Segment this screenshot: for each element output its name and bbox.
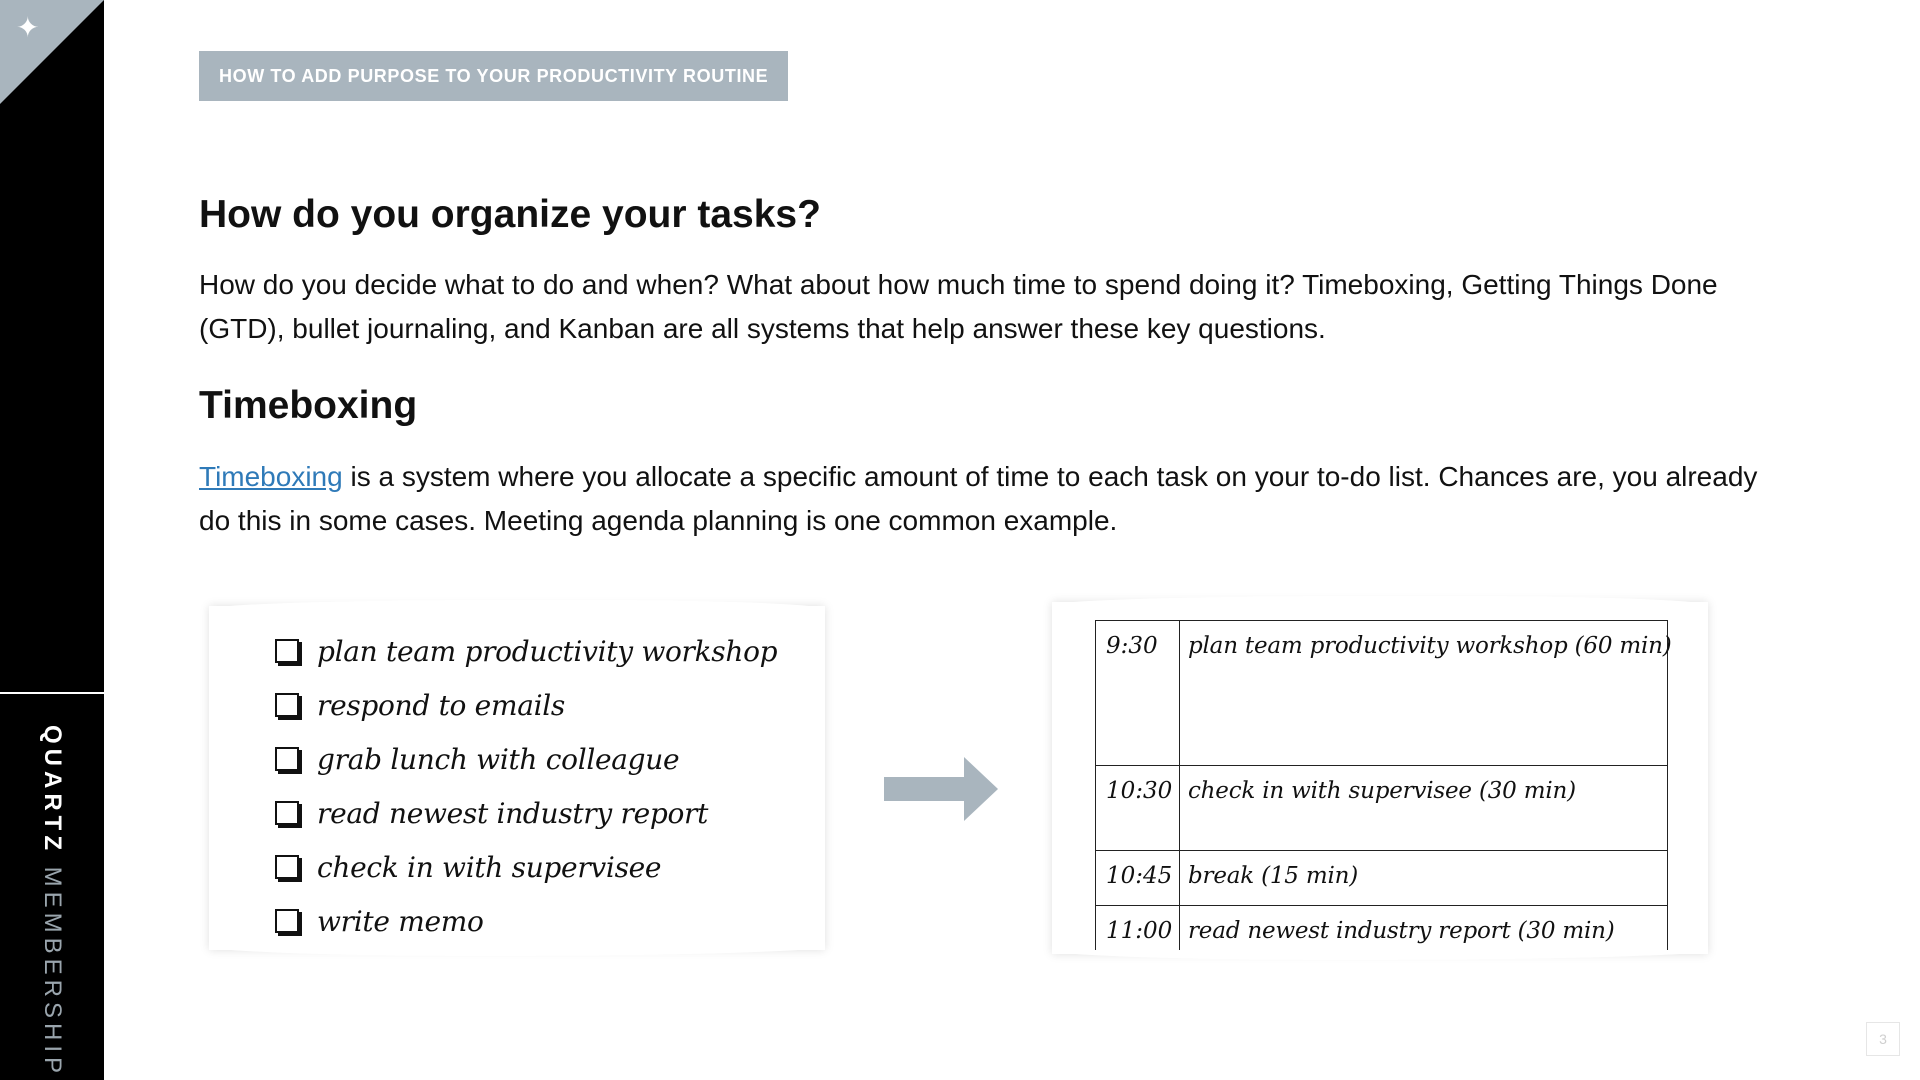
schedule-row xyxy=(1096,906,1667,955)
paragraph-timeboxing xyxy=(199,455,1779,543)
schedule-task: break (15 min) xyxy=(1188,863,1358,889)
todo-item-text: check in with supervisee xyxy=(317,850,662,884)
todo-item xyxy=(275,732,777,786)
schedule-task: plan team productivity workshop (60 min) xyxy=(1188,633,1672,659)
schedule-table xyxy=(1095,620,1672,954)
todo-item-text: read newest industry report xyxy=(317,796,709,830)
schedule-task: check in with supervisee (30 min) xyxy=(1188,778,1576,804)
sidebar xyxy=(0,0,104,1080)
schedule-time: 10:45 xyxy=(1096,851,1180,905)
brand-wordmark xyxy=(37,725,67,1078)
checkbox-icon xyxy=(275,855,299,879)
schedule-time: 11:00 xyxy=(1096,906,1180,955)
todo-item-text: respond to emails xyxy=(317,688,565,722)
todo-item xyxy=(275,678,777,732)
heading-timeboxing: Timeboxing xyxy=(199,384,418,427)
schedule-row xyxy=(1096,851,1667,906)
todo-item-text: plan team productivity workshop xyxy=(317,634,778,668)
paragraph-timeboxing-text: is a system where you allocate a specific amount of time to each task on your to-do list. Chances are, you already do this in some cases. Meeting agenda planning is one common example. xyxy=(199,461,1758,536)
todo-item xyxy=(275,624,777,678)
heading-organize-tasks: How do you organize your tasks? xyxy=(199,193,821,236)
todo-list xyxy=(275,624,777,948)
sidebar-divider xyxy=(0,692,104,694)
brand-primary: QUARTZ xyxy=(39,725,66,855)
sparkle-icon: ✦ xyxy=(16,11,40,44)
section-kicker: HOW TO ADD PURPOSE TO YOUR PRODUCTIVITY ROUTINE xyxy=(199,51,788,101)
checkbox-icon xyxy=(275,639,299,663)
checkbox-icon xyxy=(275,909,299,933)
schedule-time: 9:30 xyxy=(1096,621,1180,765)
paragraph-organize-tasks: How do you decide what to do and when? What about how much time to spend doing it? Timeboxing, Getting Things Done (GTD), bullet journaling, and Kanban are all systems that help answer these key questions. xyxy=(199,269,1718,344)
timeboxing-link[interactable]: Timeboxing xyxy=(199,461,343,492)
todo-item-text: grab lunch with colleague xyxy=(317,742,680,776)
checkbox-icon xyxy=(275,693,299,717)
todo-item xyxy=(275,894,777,948)
schedule-task: read newest industry report (30 min) xyxy=(1188,918,1615,944)
todo-item xyxy=(275,840,777,894)
todo-item xyxy=(275,786,777,840)
schedule-card xyxy=(1052,602,1708,954)
page-number: 3 xyxy=(1866,1022,1900,1056)
schedule-row xyxy=(1096,766,1667,851)
todo-card xyxy=(209,606,825,950)
checkbox-icon xyxy=(275,747,299,771)
checkbox-icon xyxy=(275,801,299,825)
schedule-time: 10:30 xyxy=(1096,766,1180,850)
schedule-row xyxy=(1096,621,1672,766)
todo-item-text: write memo xyxy=(317,904,484,938)
arrow-right-icon xyxy=(884,757,998,821)
brand-secondary: MEMBERSHIP xyxy=(39,854,66,1079)
